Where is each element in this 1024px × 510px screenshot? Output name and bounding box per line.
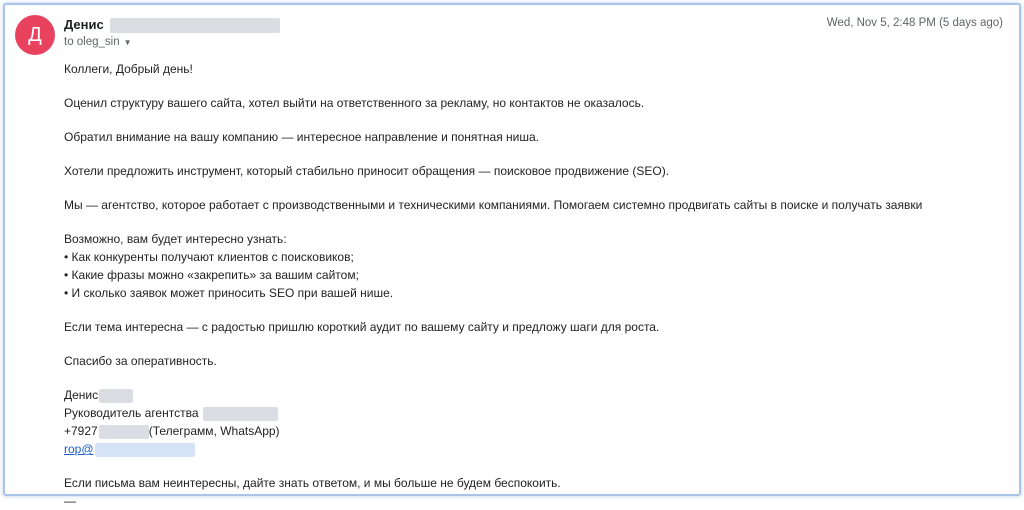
phone-note: (Телеграмм, WhatsApp) xyxy=(148,424,280,438)
closing-line: Если письма вам неинтересны, дайте знать ответом, и мы больше не будем беспокоить. xyxy=(64,476,561,490)
greeting: Коллеги, Добрый день! xyxy=(64,62,193,76)
signature-role xyxy=(64,404,1004,422)
list-intro: Возможно, вам будет интересно узнать: xyxy=(64,232,287,246)
signature-name-text: Денис xyxy=(64,388,99,402)
signature-role-text: Руководитель агентства xyxy=(64,406,199,420)
paragraph-4: Мы — агентство, которое работает с производственными и техническими компаниями. Помогаем системно продвигать сайты в поиске и получать заявки xyxy=(64,198,923,212)
recipient-text: to oleg_sin xyxy=(64,36,120,48)
thanks-line: Спасибо за оперативность. xyxy=(64,354,217,368)
paragraph-1: Оценил структуру вашего сайта, хотел выйти на ответственного за рекламу, но контактов не оказалось. xyxy=(64,96,645,110)
sender-name-text: Денис xyxy=(64,17,104,32)
list-item: • Как конкуренты получают клиентов с поисковиков; xyxy=(64,250,354,264)
redacted-phone xyxy=(99,425,149,439)
message-body xyxy=(64,60,1004,510)
paragraph-5: Если тема интересна — с радостью пришлю короткий аудит по вашему сайту и предложу шаги для роста. xyxy=(64,320,660,334)
email-frame xyxy=(3,3,1021,508)
avatar[interactable]: Д xyxy=(15,15,55,55)
redacted-surname xyxy=(99,389,133,403)
phone-prefix: +7927 xyxy=(64,424,98,438)
sender-name xyxy=(64,17,280,33)
redacted-agency xyxy=(203,407,278,421)
list-item: • Какие фразы можно «закрепить» за вашим сайтом; xyxy=(64,268,359,282)
signature-email[interactable] xyxy=(64,440,1004,458)
chevron-down-icon[interactable]: ▼ xyxy=(123,38,132,47)
recipient-line[interactable] xyxy=(64,36,132,48)
paragraph-3: Хотели предложить инструмент, который стабильно приносит обращения — поисковое продвижение (SEO). xyxy=(64,164,670,178)
paragraph-2: Обратил внимание на вашу компанию — интересное направление и понятная ниша. xyxy=(64,130,539,144)
redacted-email xyxy=(95,443,195,457)
redacted-surname xyxy=(110,18,280,33)
signature-phone xyxy=(64,422,1004,440)
message-date: Wed, Nov 5, 2:48 PM (5 days ago) xyxy=(826,17,1003,29)
email-link[interactable]: rop@ xyxy=(64,442,94,456)
list-item: • И сколько заявок может приносить SEO при вашей нише. xyxy=(64,286,394,300)
signature-name xyxy=(64,386,1004,404)
signature-dash: — xyxy=(64,494,76,508)
